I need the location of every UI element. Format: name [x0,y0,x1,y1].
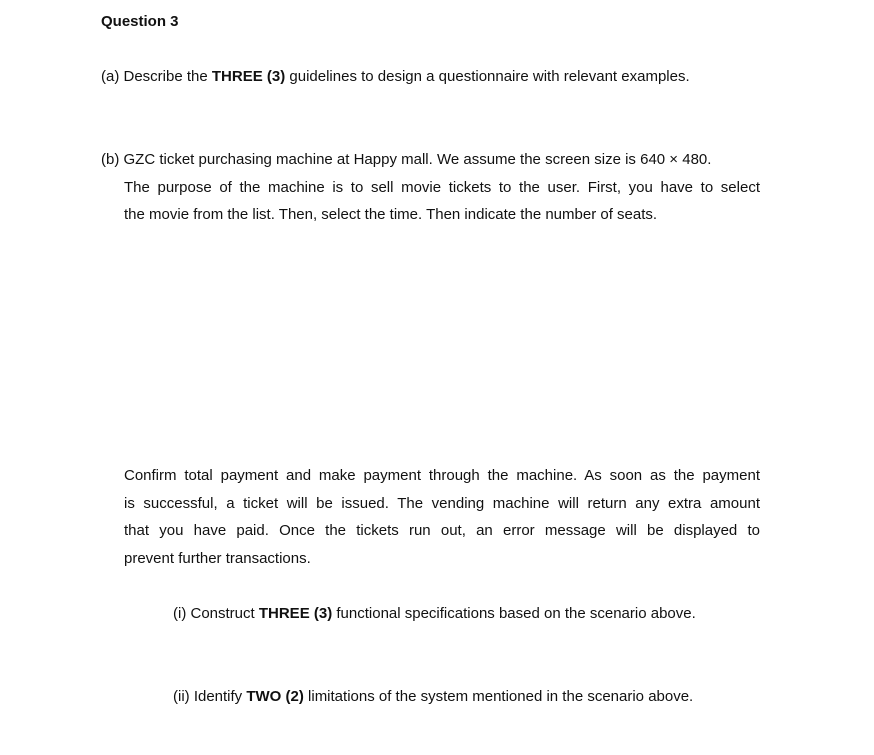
part-a-bold: THREE (3) [211,68,286,85]
sub-ii-prefix: (ii) Identify [173,688,247,705]
sub-i-suffix: functional specifications based on the scenario above. [332,605,696,622]
sub-i-prefix: (i) Construct [173,605,259,622]
sub-i-bold: THREE (3) [258,605,333,622]
sub-question-ii [173,688,693,705]
part-b-line-1: (b) GZC ticket purchasing machine at Happy mall. We assume the screen size is 640 × 480. [101,151,712,168]
part-a-suffix: guidelines to design a questionnaire with relevant examples. [285,68,690,85]
part-b-line-2: The purpose of the machine is to sell movie tickets to the user. First, you have to select [124,179,760,196]
part-a-prefix: (a) Describe the [101,68,212,85]
part-b-line-3: the movie from the list. Then, select the time. Then indicate the number of seats. [124,206,658,223]
part-a-text [101,68,690,85]
sub-ii-suffix: limitations of the system mentioned in the scenario above. [303,688,694,705]
part-b-para2-line-4: prevent further transactions. [124,550,311,567]
sub-question-i [173,605,696,622]
part-b-para2-line-3: that you have paid. Once the tickets run out, an error message will be displayed to [124,522,760,539]
sub-ii-bold: TWO (2) [246,688,304,705]
part-b-para2-line-1: Confirm total payment and make payment through the machine. As soon as the payment [124,467,760,484]
question-title: Question 3 [101,13,179,30]
part-b-para2-line-2: is successful, a ticket will be issued. The vending machine will return any extra amount [124,495,760,512]
